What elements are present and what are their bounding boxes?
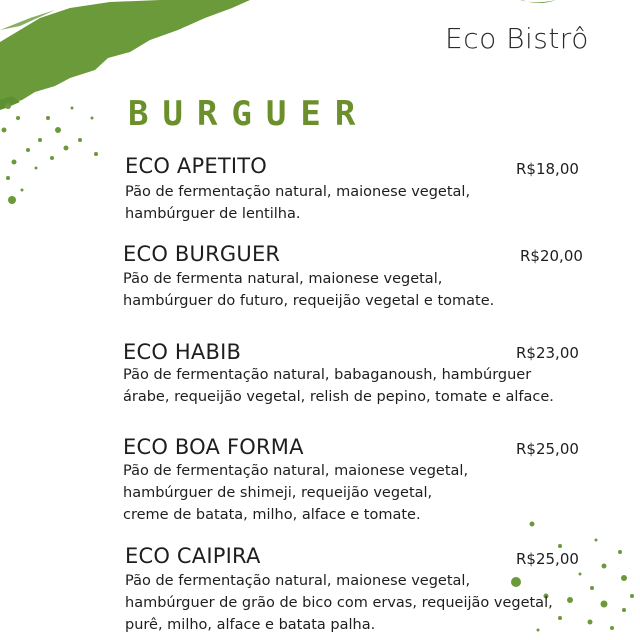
description-line: Pão de fermentação natural, babaganoush, hambúrguer — [123, 367, 532, 383]
menu-item-name: ECO BURGUER — [123, 242, 281, 266]
description-line: árabe, requeijão vegetal, relish de pepino, tomate e alface. — [123, 389, 554, 405]
menu-item-name: ECO CAIPIRA — [125, 544, 261, 568]
menu-item-description — [123, 268, 593, 312]
description-line: Pão de fermentação natural, maionese vegetal, — [123, 463, 469, 479]
menu-item-name: ECO BOA FORMA — [123, 435, 304, 459]
menu-item-name: ECO HABIB — [123, 340, 242, 364]
description-line: creme de batata, milho, alface e tomate. — [123, 507, 421, 523]
leaf-icon — [500, 0, 560, 8]
menu-item-price: R$23,00 — [516, 344, 579, 362]
menu-item-name: ECO APETITO — [125, 154, 268, 178]
description-line: hambúrguer do futuro, requeijão vegetal e tomate. — [123, 293, 495, 309]
menu-item-description — [123, 460, 593, 526]
description-line: Pão de fermentação natural, maionese vegetal, — [125, 184, 471, 200]
brand-name: Eco Bistrô — [445, 22, 589, 55]
description-line: purê, milho, alface e batata palha. — [125, 617, 376, 633]
section-title: BURGUER — [128, 94, 370, 134]
dots-top-left — [2, 103, 99, 204]
description-line: hambúrguer de shimeji, requeijão vegetal, — [123, 485, 433, 501]
description-line: hambúrguer de grão de bico com ervas, requeijão vegetal, — [125, 595, 553, 611]
menu-item-price: R$20,00 — [520, 247, 583, 265]
description-line: Pão de fermentação natural, maionese vegetal, — [125, 573, 471, 589]
description-line: Pão de fermenta natural, maionese vegetal, — [123, 271, 443, 287]
menu-item-price: R$25,00 — [516, 550, 579, 568]
menu-item-description — [123, 364, 593, 408]
description-line: hambúrguer de lentilha. — [125, 206, 301, 222]
menu-item-description — [125, 181, 595, 225]
menu-item-price: R$18,00 — [516, 160, 579, 178]
menu-item-description — [125, 570, 595, 636]
menu-item-price: R$25,00 — [516, 440, 579, 458]
